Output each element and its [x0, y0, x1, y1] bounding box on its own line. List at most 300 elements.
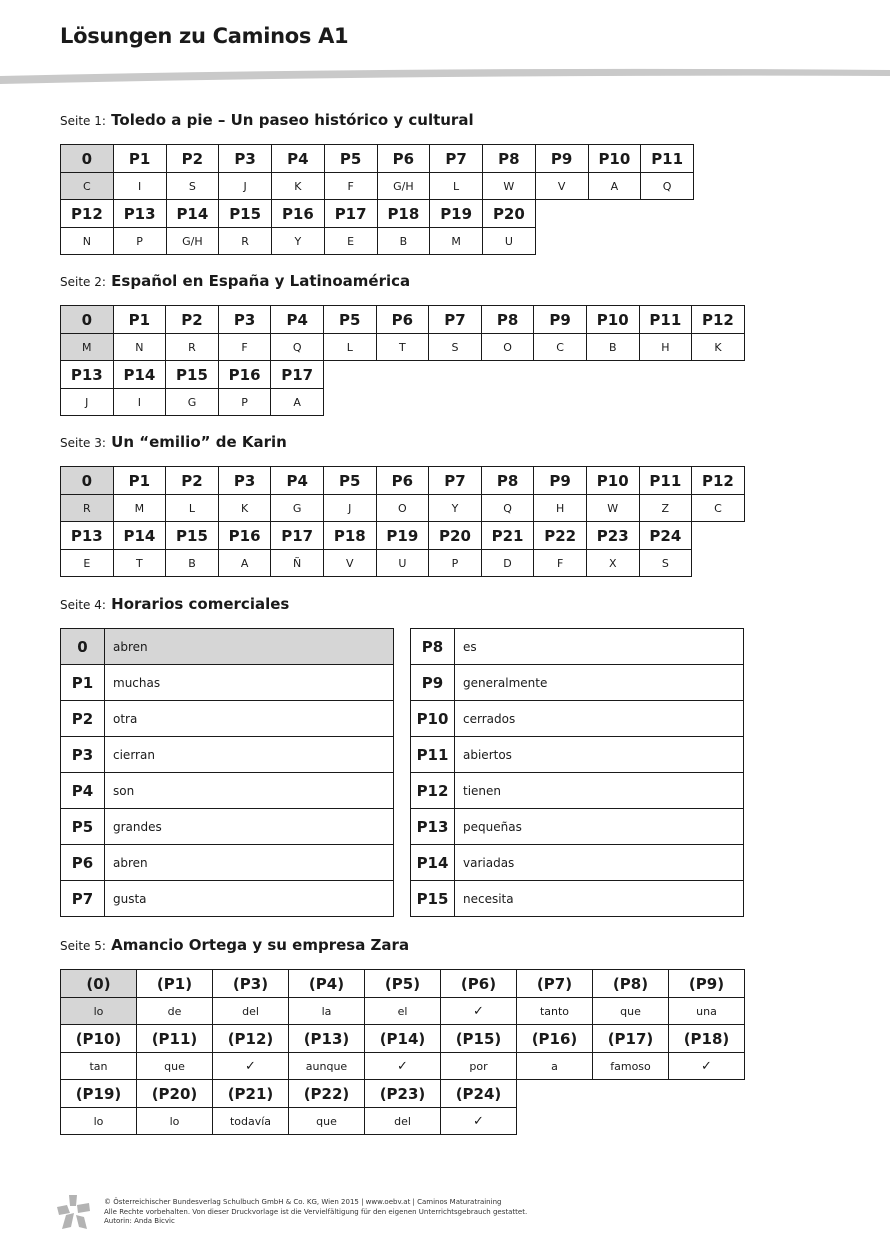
- answer-cell: A: [218, 550, 271, 577]
- empty-cell: [669, 1080, 745, 1108]
- answer-cell: B: [166, 550, 219, 577]
- key-row: [61, 1025, 745, 1053]
- item-number-cell: 0: [61, 467, 114, 495]
- item-number-cell: P8: [411, 629, 455, 665]
- answer-cell: C: [534, 334, 587, 361]
- item-number-cell: P14: [411, 845, 455, 881]
- empty-cell: [586, 389, 639, 416]
- item-number-cell: (P10): [61, 1025, 137, 1053]
- item-number-cell: P2: [166, 145, 219, 173]
- answer-cell: J: [219, 173, 272, 200]
- section-prefix: Seite 4:: [60, 598, 106, 612]
- empty-cell: [692, 361, 745, 389]
- answer-row: [411, 773, 744, 809]
- item-number-cell: P14: [166, 200, 219, 228]
- answer-cell: U: [483, 228, 536, 255]
- answer-cell: W: [586, 495, 639, 522]
- answer-cell: G/H: [166, 228, 219, 255]
- answer-cell: abren: [105, 845, 394, 881]
- item-number-cell: P4: [271, 306, 324, 334]
- answer-cell: lo: [61, 998, 137, 1025]
- item-number-cell: P6: [61, 845, 105, 881]
- answer-cell: R: [219, 228, 272, 255]
- answer-cell: F: [534, 550, 587, 577]
- item-number-cell: P13: [61, 361, 114, 389]
- item-number-cell: P16: [218, 361, 271, 389]
- item-number-cell: (P11): [137, 1025, 213, 1053]
- answer-cell: a: [517, 1053, 593, 1080]
- answer-list-seite-4-right: [410, 628, 744, 917]
- answer-row: [411, 665, 744, 701]
- item-number-cell: P17: [324, 200, 377, 228]
- item-number-cell: P16: [272, 200, 325, 228]
- answer-cell: P: [429, 550, 482, 577]
- answer-cell: abren: [105, 629, 394, 665]
- answer-cell: F: [218, 334, 271, 361]
- item-number-cell: P20: [429, 522, 482, 550]
- item-number-cell: P6: [376, 467, 429, 495]
- empty-cell: [376, 361, 429, 389]
- answer-cell: V: [535, 173, 588, 200]
- item-number-cell: P12: [692, 306, 745, 334]
- item-number-cell: (P12): [213, 1025, 289, 1053]
- answer-row: [411, 701, 744, 737]
- answer-cell: tanto: [517, 998, 593, 1025]
- answer-cell: K: [218, 495, 271, 522]
- answer-row: [411, 881, 744, 917]
- empty-cell: [692, 550, 745, 577]
- item-number-cell: P5: [323, 467, 376, 495]
- item-number-cell: P1: [113, 145, 166, 173]
- item-number-cell: P3: [219, 145, 272, 173]
- item-number-cell: P2: [166, 306, 219, 334]
- item-number-cell: P4: [271, 467, 324, 495]
- answer-cell: la: [289, 998, 365, 1025]
- answer-cell: L: [430, 173, 483, 200]
- item-number-cell: P5: [61, 809, 105, 845]
- answer-cell: Y: [272, 228, 325, 255]
- item-number-cell: P5: [323, 306, 376, 334]
- key-row: [61, 200, 694, 228]
- empty-cell: [429, 389, 482, 416]
- item-number-cell: P15: [166, 361, 219, 389]
- answer-row: [61, 665, 394, 701]
- item-number-cell: (P19): [61, 1080, 137, 1108]
- answer-table-seite-2: [60, 305, 745, 416]
- item-number-cell: P17: [271, 522, 324, 550]
- answer-cell: generalmente: [455, 665, 744, 701]
- answer-cell: ✓: [441, 998, 517, 1025]
- item-number-cell: P7: [429, 467, 482, 495]
- empty-cell: [586, 361, 639, 389]
- answer-cell: de: [137, 998, 213, 1025]
- item-number-cell: P5: [324, 145, 377, 173]
- answer-cell: G/H: [377, 173, 430, 200]
- answer-cell: T: [376, 334, 429, 361]
- item-number-cell: P9: [534, 306, 587, 334]
- item-number-cell: P23: [586, 522, 639, 550]
- answer-cell: Q: [641, 173, 694, 200]
- item-number-cell: P7: [430, 145, 483, 173]
- empty-cell: [429, 361, 482, 389]
- answer-row: [61, 701, 394, 737]
- answer-cell: tienen: [455, 773, 744, 809]
- answer-cell: Y: [429, 495, 482, 522]
- empty-cell: [588, 200, 641, 228]
- item-number-cell: P4: [272, 145, 325, 173]
- answer-cell: K: [692, 334, 745, 361]
- item-number-cell: P15: [166, 522, 219, 550]
- value-row: [61, 1108, 745, 1135]
- item-number-cell: P13: [411, 809, 455, 845]
- empty-cell: [517, 1108, 593, 1135]
- item-number-cell: P13: [113, 200, 166, 228]
- answer-cell: es: [455, 629, 744, 665]
- answer-cell: G: [166, 389, 219, 416]
- item-number-cell: P1: [61, 665, 105, 701]
- answer-row: [61, 881, 394, 917]
- item-number-cell: P3: [218, 467, 271, 495]
- empty-cell: [535, 200, 588, 228]
- empty-cell: [323, 389, 376, 416]
- empty-cell: [692, 522, 745, 550]
- publisher-logo-icon: [57, 1193, 91, 1231]
- item-number-cell: P1: [113, 306, 166, 334]
- item-number-cell: (P14): [365, 1025, 441, 1053]
- empty-cell: [692, 389, 745, 416]
- item-number-cell: P3: [61, 737, 105, 773]
- item-number-cell: (P20): [137, 1080, 213, 1108]
- answer-cell: B: [586, 334, 639, 361]
- empty-cell: [323, 361, 376, 389]
- answer-cell: tan: [61, 1053, 137, 1080]
- section-title: Un “emilio” de Karin: [111, 433, 287, 451]
- answer-cell: J: [61, 389, 114, 416]
- answer-cell: que: [593, 998, 669, 1025]
- answer-cell: abiertos: [455, 737, 744, 773]
- item-number-cell: P17: [271, 361, 324, 389]
- item-number-cell: (P17): [593, 1025, 669, 1053]
- answer-cell: F: [324, 173, 377, 200]
- section-title: Amancio Ortega y su empresa Zara: [111, 936, 410, 954]
- answer-cell: L: [323, 334, 376, 361]
- answer-cell: una: [669, 998, 745, 1025]
- answer-cell: Q: [271, 334, 324, 361]
- item-number-cell: (P13): [289, 1025, 365, 1053]
- answer-cell: grandes: [105, 809, 394, 845]
- answer-table-seite-5: [60, 969, 745, 1135]
- answer-cell: que: [289, 1108, 365, 1135]
- answer-cell: P: [113, 228, 166, 255]
- answer-cell: ✓: [441, 1108, 517, 1135]
- answer-cell: todavía: [213, 1108, 289, 1135]
- empty-cell: [593, 1108, 669, 1135]
- item-number-cell: P22: [534, 522, 587, 550]
- item-number-cell: (P18): [669, 1025, 745, 1053]
- answer-cell: C: [61, 173, 114, 200]
- answer-cell: del: [365, 1108, 441, 1135]
- empty-cell: [641, 228, 694, 255]
- key-row: [61, 970, 745, 998]
- section-heading-seite-1: [60, 111, 474, 129]
- item-number-cell: P11: [411, 737, 455, 773]
- answer-cell: que: [137, 1053, 213, 1080]
- answer-cell: M: [61, 334, 114, 361]
- answer-cell: cerrados: [455, 701, 744, 737]
- answer-cell: S: [429, 334, 482, 361]
- answer-cell: P: [218, 389, 271, 416]
- answer-cell: A: [588, 173, 641, 200]
- answer-cell: C: [692, 495, 745, 522]
- item-number-cell: (P16): [517, 1025, 593, 1053]
- key-row: [61, 1080, 745, 1108]
- key-row: [61, 306, 745, 334]
- answer-table-seite-1: [60, 144, 694, 255]
- section-heading-seite-3: [60, 433, 287, 451]
- answer-cell: Ñ: [271, 550, 324, 577]
- answer-row: [411, 737, 744, 773]
- item-number-cell: P10: [586, 467, 639, 495]
- answer-row: [61, 629, 394, 665]
- item-number-cell: P8: [481, 306, 534, 334]
- empty-cell: [669, 1108, 745, 1135]
- answer-cell: X: [586, 550, 639, 577]
- item-number-cell: 0: [61, 306, 114, 334]
- item-number-cell: P12: [692, 467, 745, 495]
- empty-cell: [481, 389, 534, 416]
- item-number-cell: 0: [61, 629, 105, 665]
- empty-cell: [534, 361, 587, 389]
- key-row: [61, 145, 694, 173]
- item-number-cell: P20: [483, 200, 536, 228]
- section-heading-seite-5: [60, 936, 409, 954]
- answer-cell: son: [105, 773, 394, 809]
- section-prefix: Seite 2:: [60, 275, 106, 289]
- value-row: [61, 1053, 745, 1080]
- header-swoosh: [0, 64, 890, 88]
- item-number-cell: P9: [534, 467, 587, 495]
- empty-cell: [641, 200, 694, 228]
- section-prefix: Seite 5:: [60, 939, 106, 953]
- answer-cell: variadas: [455, 845, 744, 881]
- answer-cell: lo: [137, 1108, 213, 1135]
- section-prefix: Seite 1:: [60, 114, 106, 128]
- item-number-cell: P19: [430, 200, 483, 228]
- page-title: Lösungen zu Caminos A1: [60, 24, 349, 48]
- answer-cell: aunque: [289, 1053, 365, 1080]
- value-row: [61, 998, 745, 1025]
- item-number-cell: (P15): [441, 1025, 517, 1053]
- answer-cell: famoso: [593, 1053, 669, 1080]
- answer-cell: U: [376, 550, 429, 577]
- item-number-cell: P21: [481, 522, 534, 550]
- answer-cell: el: [365, 998, 441, 1025]
- footer-line: Alle Rechte vorbehalten. Von dieser Druckvorlage ist die Vervielfältigung für den eigenen Unterrichtsgebrauch gestattet.: [104, 1207, 528, 1216]
- answer-cell: A: [271, 389, 324, 416]
- item-number-cell: P11: [639, 467, 692, 495]
- item-number-cell: (P9): [669, 970, 745, 998]
- item-number-cell: P19: [376, 522, 429, 550]
- item-number-cell: P1: [113, 467, 166, 495]
- empty-cell: [376, 389, 429, 416]
- item-number-cell: P11: [639, 306, 692, 334]
- item-number-cell: (P8): [593, 970, 669, 998]
- item-number-cell: (P7): [517, 970, 593, 998]
- item-number-cell: P15: [219, 200, 272, 228]
- answer-cell: necesita: [455, 881, 744, 917]
- item-number-cell: P7: [429, 306, 482, 334]
- item-number-cell: P3: [218, 306, 271, 334]
- answer-cell: W: [483, 173, 536, 200]
- item-number-cell: P10: [588, 145, 641, 173]
- section-heading-seite-4: [60, 595, 289, 613]
- item-number-cell: (P4): [289, 970, 365, 998]
- item-number-cell: P11: [641, 145, 694, 173]
- item-number-cell: P10: [586, 306, 639, 334]
- answer-row: [61, 773, 394, 809]
- answer-cell: N: [61, 228, 114, 255]
- item-number-cell: P4: [61, 773, 105, 809]
- answer-cell: gusta: [105, 881, 394, 917]
- item-number-cell: P9: [411, 665, 455, 701]
- answer-cell: ✓: [213, 1053, 289, 1080]
- answer-cell: R: [61, 495, 114, 522]
- answer-cell: R: [166, 334, 219, 361]
- item-number-cell: P24: [639, 522, 692, 550]
- answer-row: [61, 809, 394, 845]
- answer-cell: ✓: [365, 1053, 441, 1080]
- item-number-cell: P7: [61, 881, 105, 917]
- answer-cell: E: [61, 550, 114, 577]
- answer-cell: H: [639, 334, 692, 361]
- answer-cell: muchas: [105, 665, 394, 701]
- item-number-cell: P15: [411, 881, 455, 917]
- answer-cell: K: [272, 173, 325, 200]
- value-row: [61, 495, 745, 522]
- item-number-cell: P14: [113, 522, 166, 550]
- footer-copyright: [104, 1198, 527, 1227]
- empty-cell: [481, 361, 534, 389]
- answer-cell: ✓: [669, 1053, 745, 1080]
- item-number-cell: P8: [481, 467, 534, 495]
- item-number-cell: (P23): [365, 1080, 441, 1108]
- value-row: [61, 550, 745, 577]
- footer-line: © Österreichischer Bundesverlag Schulbuch GmbH & Co. KG, Wien 2015 | www.oebv.at | Caminos Maturatraining: [104, 1198, 502, 1206]
- answer-cell: E: [324, 228, 377, 255]
- answer-table-seite-3: [60, 466, 745, 577]
- key-row: [61, 467, 745, 495]
- answer-cell: V: [323, 550, 376, 577]
- answer-cell: Q: [481, 495, 534, 522]
- item-number-cell: (P24): [441, 1080, 517, 1108]
- item-number-cell: P14: [113, 361, 166, 389]
- item-number-cell: P6: [377, 145, 430, 173]
- item-number-cell: P2: [166, 467, 219, 495]
- answer-cell: T: [113, 550, 166, 577]
- answer-cell: O: [481, 334, 534, 361]
- empty-cell: [535, 228, 588, 255]
- answer-cell: L: [166, 495, 219, 522]
- item-number-cell: (P21): [213, 1080, 289, 1108]
- answer-cell: I: [113, 389, 166, 416]
- item-number-cell: P16: [218, 522, 271, 550]
- section-prefix: Seite 3:: [60, 436, 106, 450]
- answer-cell: I: [113, 173, 166, 200]
- answer-cell: J: [323, 495, 376, 522]
- answer-cell: G: [271, 495, 324, 522]
- answer-cell: S: [639, 550, 692, 577]
- answer-cell: D: [481, 550, 534, 577]
- item-number-cell: (P5): [365, 970, 441, 998]
- section-heading-seite-2: [60, 272, 410, 290]
- empty-cell: [534, 389, 587, 416]
- answer-cell: lo: [61, 1108, 137, 1135]
- item-number-cell: (P6): [441, 970, 517, 998]
- answer-cell: M: [113, 495, 166, 522]
- answer-row: [411, 629, 744, 665]
- value-row: [61, 334, 745, 361]
- item-number-cell: P13: [61, 522, 114, 550]
- answer-cell: por: [441, 1053, 517, 1080]
- item-number-cell: P6: [376, 306, 429, 334]
- answer-cell: del: [213, 998, 289, 1025]
- section-title: Toledo a pie – Un paseo histórico y cultural: [111, 111, 474, 129]
- empty-cell: [639, 389, 692, 416]
- item-number-cell: P2: [61, 701, 105, 737]
- answer-list-seite-4-left: [60, 628, 394, 917]
- answer-cell: O: [376, 495, 429, 522]
- item-number-cell: P12: [411, 773, 455, 809]
- empty-cell: [517, 1080, 593, 1108]
- answer-cell: N: [113, 334, 166, 361]
- answer-cell: H: [534, 495, 587, 522]
- item-number-cell: (P22): [289, 1080, 365, 1108]
- empty-cell: [639, 361, 692, 389]
- key-row: [61, 522, 745, 550]
- key-row: [61, 361, 745, 389]
- section-title: Español en España y Latinoamérica: [111, 272, 411, 290]
- answer-row: [411, 845, 744, 881]
- answer-cell: otra: [105, 701, 394, 737]
- item-number-cell: P18: [377, 200, 430, 228]
- item-number-cell: P10: [411, 701, 455, 737]
- footer-line: Autorin: Anda Bicvic: [104, 1217, 175, 1225]
- item-number-cell: (P1): [137, 970, 213, 998]
- answer-row: [61, 845, 394, 881]
- value-row: [61, 173, 694, 200]
- item-number-cell: (P3): [213, 970, 289, 998]
- value-row: [61, 389, 745, 416]
- item-number-cell: 0: [61, 145, 114, 173]
- item-number-cell: P8: [483, 145, 536, 173]
- answer-cell: cierran: [105, 737, 394, 773]
- answer-cell: S: [166, 173, 219, 200]
- item-number-cell: P18: [323, 522, 376, 550]
- item-number-cell: P12: [61, 200, 114, 228]
- item-number-cell: (0): [61, 970, 137, 998]
- answer-row: [61, 737, 394, 773]
- answer-cell: pequeñas: [455, 809, 744, 845]
- answer-cell: M: [430, 228, 483, 255]
- answer-cell: B: [377, 228, 430, 255]
- item-number-cell: P9: [535, 145, 588, 173]
- empty-cell: [588, 228, 641, 255]
- value-row: [61, 228, 694, 255]
- answer-row: [411, 809, 744, 845]
- section-title: Horarios comerciales: [111, 595, 290, 613]
- empty-cell: [593, 1080, 669, 1108]
- answer-cell: Z: [639, 495, 692, 522]
